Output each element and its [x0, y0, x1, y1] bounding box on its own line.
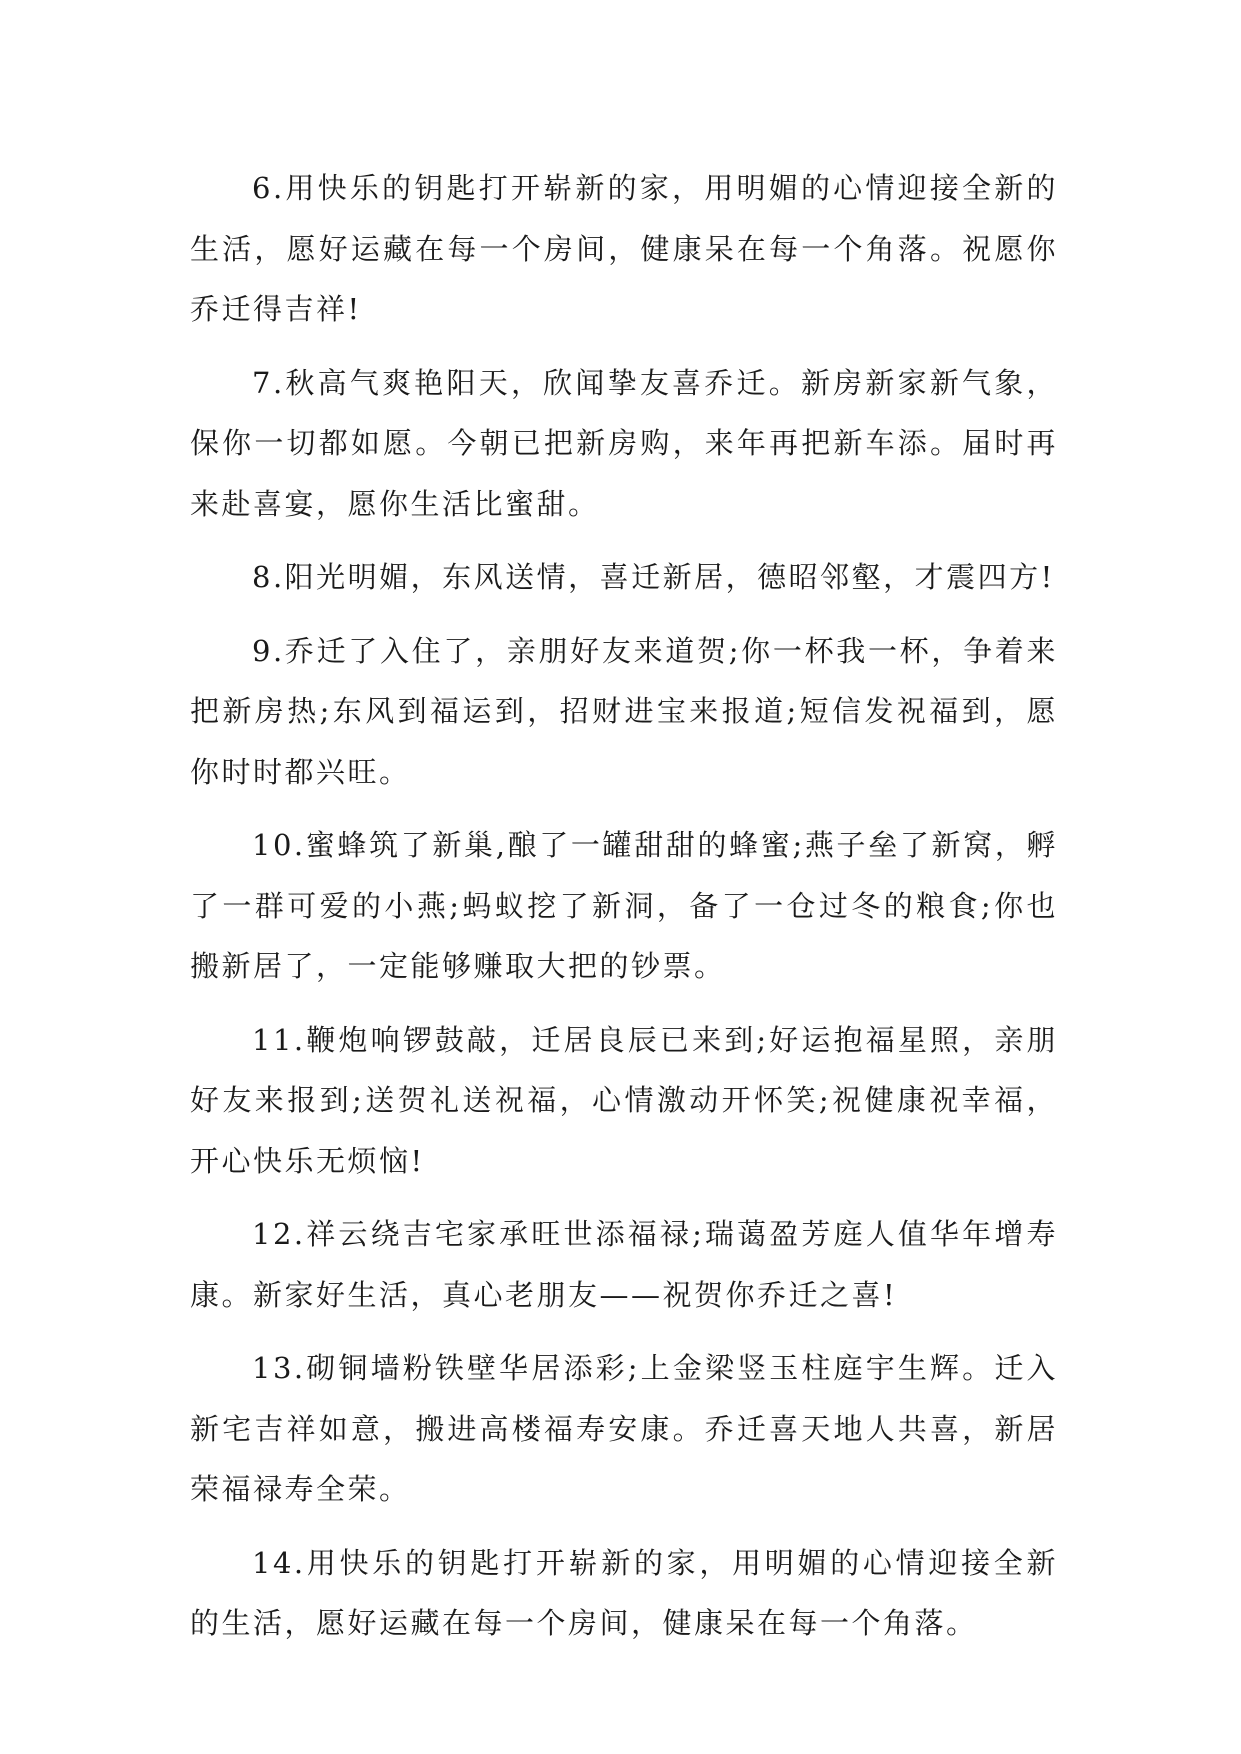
document-body	[190, 158, 1058, 1667]
paragraph-11: 11.鞭炮响锣鼓敲，迁居良辰已来到;好运抱福星照，亲朋好友来报到;送贺礼送祝福，心情激动开怀笑;祝健康祝幸福，开心快乐无烦恼!	[190, 1022, 1058, 1178]
paragraph-12: 12.祥云绕吉宅家承旺世添福禄;瑞蔼盈芳庭人值华年增寿康。新家好生活，真心老朋友——祝贺你乔迁之喜!	[190, 1217, 1058, 1312]
paragraph-10: 10.蜜蜂筑了新巢,酿了一罐甜甜的蜂蜜;燕子垒了新窝，孵了一群可爱的小燕;蚂蚁挖了新洞，备了一仓过冬的粮食;你也搬新居了，一定能够赚取大把的钞票。	[190, 828, 1058, 983]
paragraph-6: 6.用快乐的钥匙打开崭新的家，用明媚的心情迎接全新的生活，愿好运藏在每一个房间，健康呆在每一个角落。祝愿你乔迁得吉祥!	[190, 171, 1058, 326]
paragraph-8: 8.阳光明媚，东风送情，喜迁新居，德昭邻壑，才震四方!	[252, 560, 1055, 594]
paragraph-9: 9.乔迁了入住了，亲朋好友来道贺;你一杯我一杯，争着来把新房热;东风到福运到，招财进宝来报道;短信发祝福到，愿你时时都兴旺。	[190, 633, 1058, 789]
paragraph-13: 13.砌铜墙粉铁壁华居添彩;上金梁竖玉柱庭宇生辉。迁入新宅吉祥如意，搬进高楼福寿安康。乔迁喜天地人共喜，新居荣福禄寿全荣。	[190, 1351, 1058, 1506]
paragraph-14: 14.用快乐的钥匙打开崭新的家，用明媚的心情迎接全新的生活，愿好运藏在每一个房间，健康呆在每一个角落。	[190, 1545, 1058, 1640]
paragraph-7: 7.秋高气爽艳阳天，欣闻挚友喜乔迁。新房新家新气象，保你一切都如愿。今朝已把新房购，来年再把新车添。届时再来赴喜宴，愿你生活比蜜甜。	[190, 365, 1058, 521]
